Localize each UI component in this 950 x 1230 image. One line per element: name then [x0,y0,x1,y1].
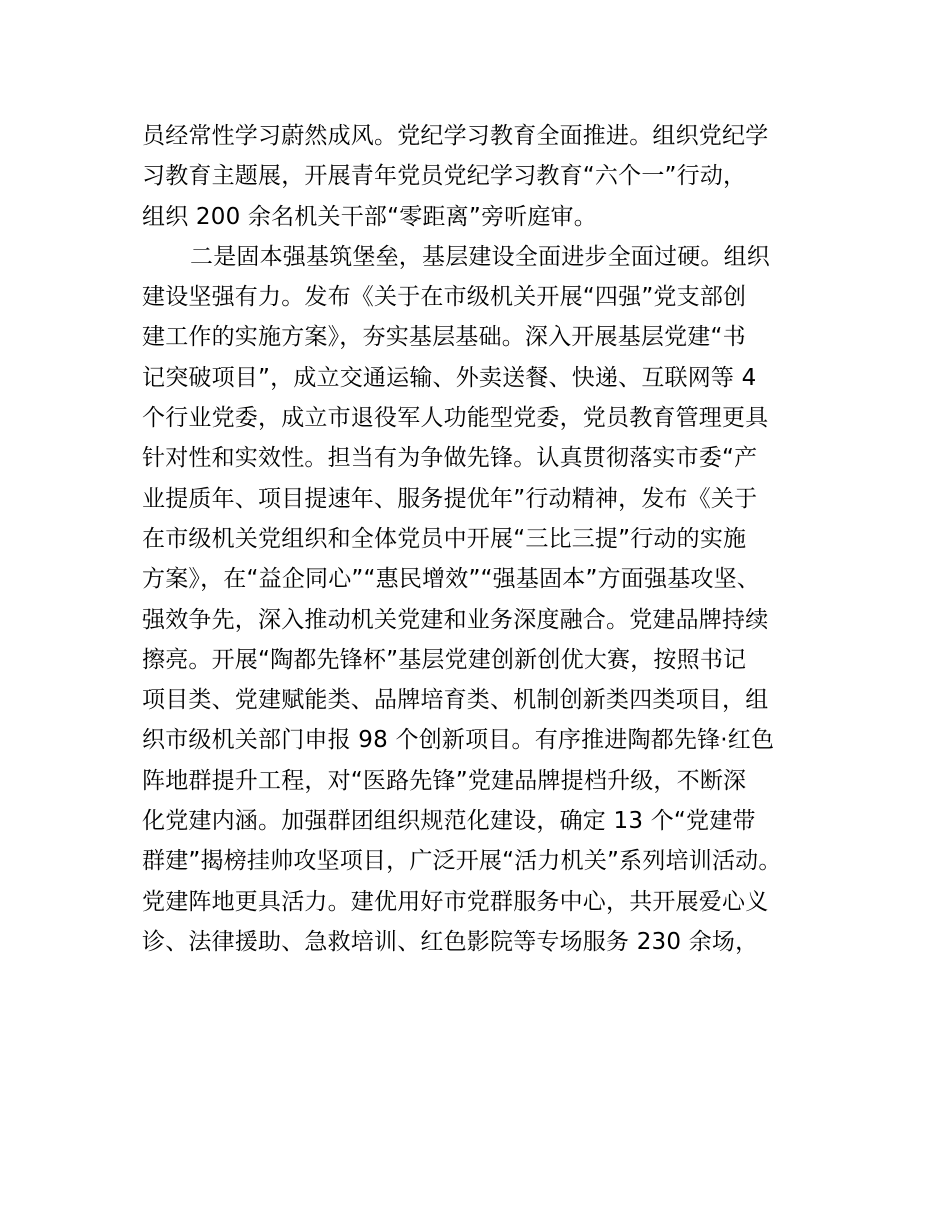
text-line: 员经常性学习蔚然成风。党纪学习教育全面推进。组织党纪学 [142,123,769,149]
text-line: 针对性和实效性。担当有为争做先锋。认真贯彻落实市委“产 [142,445,758,472]
body-text [142,116,832,962]
text-line: 建工作的实施方案》，夯实基层基础。深入开展基层党建“书 [142,324,746,351]
text-line: 方案》，在“益企同心”“惠民增效”“强基固本”方面强基攻坚、 [142,566,760,593]
text-line: 党建阵地更具活力。建优用好市党群服务中心，共开展爱心义 [142,888,769,915]
text-line: 项目类、党建赋能类、品牌培育类、机制创新类四类项目，组 [142,687,769,714]
text-line: 强效争先，深入推动机关党建和业务深度融合。党建品牌持续 [142,606,769,633]
text-line: 记突破项目”，成立交通运输、外卖送餐、快递、互联网等 4 [142,364,757,391]
text-line: 阵地群提升工程，对“医路先锋”党建品牌提档升级，不断深 [142,767,747,794]
text-line: 个行业党委，成立市退役军人功能型党委，党员教育管理更具 [142,405,769,432]
text-line: 建设坚强有力。发布《关于在市级机关开展“四强”党支部创 [142,284,747,311]
text-line: 诊、法律援助、急救培训、红色影院等专场服务 230 余场， [142,928,759,955]
text-line: 擦亮。开展“陶都先锋杯”基层党建创新创优大赛，按照书记 [142,646,747,673]
text-line: 习教育主题展，开展青年党员党纪学习教育“六个一”行动， [142,163,747,190]
text-line: 组织 200 余名机关干部“零距离”旁听庭审。 [142,203,597,230]
text-line: 业提质年、项目提速年、服务提优年”行动精神，发布《关于 [142,485,758,512]
text-line: 在市级机关党组织和全体党员中开展“三比三提”行动的实施 [142,525,747,552]
paragraph-start-line: 二是固本强基筑堡垒，基层建设全面进步全面过硬。组织 [190,243,770,270]
text-line: 群建”揭榜挂帅攻坚项目，广泛开展“活力机关”系列培训活动。 [142,848,782,875]
text-line: 织市级机关部门申报 98 个创新项目。有序推进陶都先锋·红色 [142,727,775,754]
text-line: 化党建内涵。加强群团组织规范化建设，确定 13 个“党建带 [142,808,756,835]
